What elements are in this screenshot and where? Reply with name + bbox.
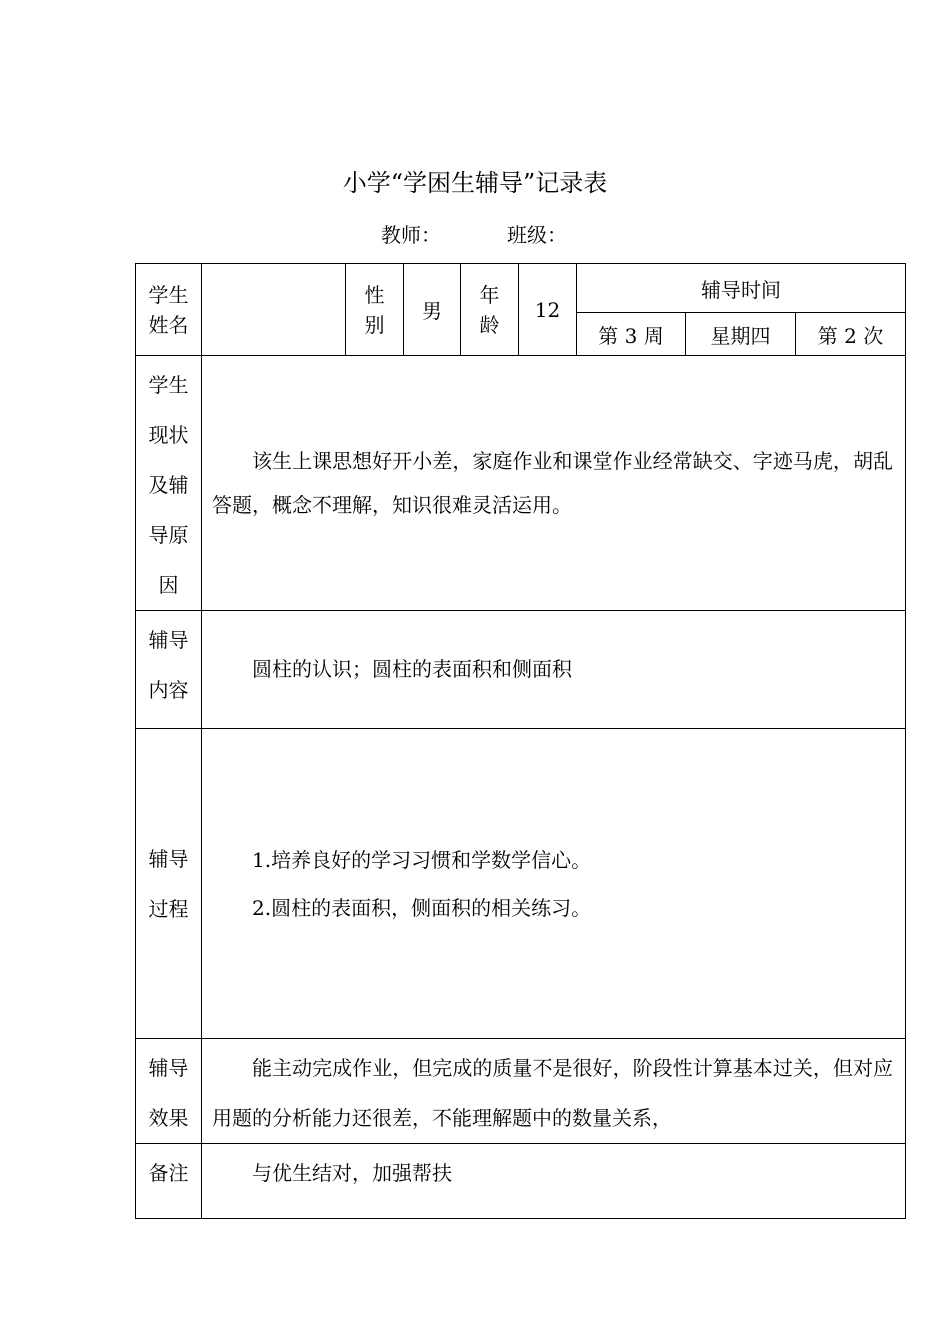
remarks-label-cell [136, 1144, 202, 1219]
status-label: 学生现状及辅导原因 [148, 373, 189, 597]
student-name-label-cell [136, 264, 202, 356]
gender-value: 男 [404, 264, 461, 356]
weekday-value: 星期四 [686, 313, 796, 356]
week-value: 第 3 周 [577, 313, 686, 356]
student-name-label: 学生姓名 [148, 282, 189, 337]
content-content-cell [202, 611, 906, 729]
status-content-cell [202, 356, 906, 611]
process-label-cell [136, 729, 202, 1039]
remarks-label: 备注 [148, 1161, 189, 1185]
effect-label-cell [136, 1039, 202, 1144]
status-label-cell [136, 356, 202, 611]
gender-label-cell [346, 264, 404, 356]
tutoring-time-label: 辅导时间 [577, 264, 906, 313]
page-title: 小学“学困生辅导”记录表 [342, 169, 608, 197]
class-label: 班级： [507, 223, 567, 247]
effect-text: 能主动完成作业，但完成的质量不是很好，阶段性计算基本过关，但对应用题的分析能力还很差，不能理解题中的数量关系， [212, 1056, 893, 1130]
record-table [135, 263, 906, 1219]
remarks-content-cell [202, 1144, 906, 1219]
content-label-cell [136, 611, 202, 729]
age-label-cell [461, 264, 519, 356]
effect-content-cell [202, 1039, 906, 1144]
session-value: 第 2 次 [796, 313, 906, 356]
gender-label: 性别 [364, 282, 385, 337]
effect-label: 辅导效果 [148, 1056, 189, 1130]
age-label: 年龄 [479, 282, 500, 337]
status-text: 该生上课思想好开小差，家庭作业和课堂作业经常缺交、字迹马虎，胡乱答题，概念不理解，知识很难灵活运用。 [212, 449, 893, 517]
age-value: 12 [519, 264, 577, 356]
teacher-label: 教师： [381, 223, 441, 247]
remarks-text: 与优生结对，加强帮扶 [252, 1161, 452, 1185]
process-line-1: 1.培养良好的学习习惯和学数学信心。 [252, 847, 592, 872]
process-label: 辅导过程 [148, 846, 189, 921]
student-name-value [202, 264, 346, 356]
process-content-cell [202, 729, 906, 1039]
content-label: 辅导内容 [148, 628, 189, 702]
teacher-class-line [381, 220, 781, 250]
process-line-2: 2.圆柱的表面积，侧面积的相关练习。 [252, 895, 592, 920]
content-text: 圆柱的认识；圆柱的表面积和侧面积 [252, 656, 572, 681]
